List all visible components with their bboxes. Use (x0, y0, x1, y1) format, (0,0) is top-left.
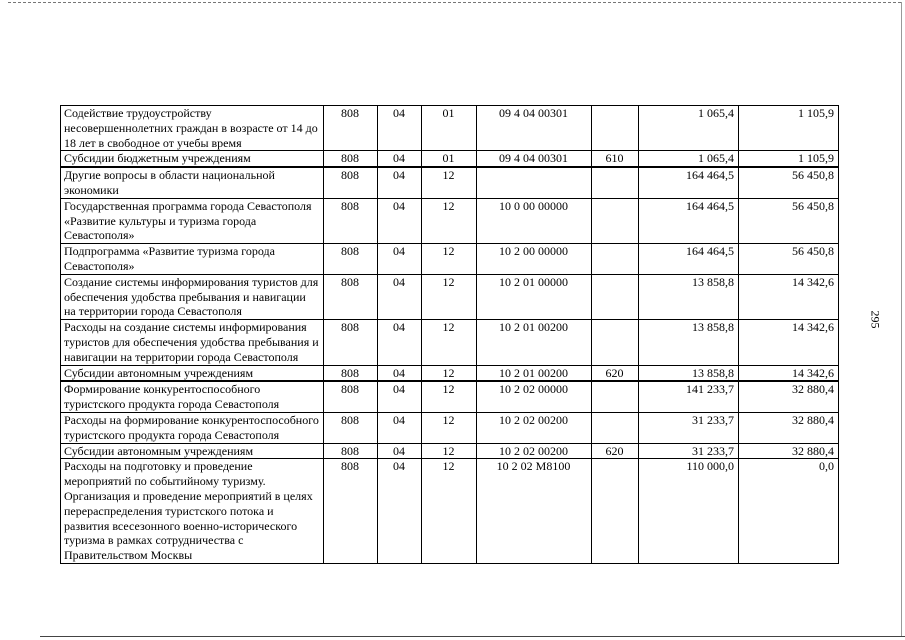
row-csr-cell (477, 198, 592, 243)
row-sum1-cell (639, 198, 739, 243)
row-rz: 04 (393, 459, 405, 474)
row-vr-cell (592, 106, 639, 151)
row-pr-cell (422, 198, 477, 243)
row-sum1-cell (639, 167, 739, 198)
row-sum2-cell (739, 320, 839, 365)
row-vr: 620 (605, 365, 624, 380)
row-pr-cell (422, 320, 477, 365)
row-name: Субсидии бюджетным учреждениям (64, 151, 251, 166)
row-pr-cell (422, 459, 477, 564)
row-pr: 12 (442, 382, 455, 397)
row-csr: 09 4 04 00301 (499, 106, 568, 120)
row-sum2-cell (739, 106, 839, 151)
table-row (61, 274, 839, 319)
row-vr-cell (592, 381, 639, 412)
row-grbs: 808 (341, 244, 359, 259)
table-row (61, 198, 839, 243)
table-row (61, 459, 839, 564)
row-sum2: 14 342,6 (792, 274, 834, 289)
row-rz-cell (378, 381, 422, 412)
row-grbs: 808 (341, 198, 359, 213)
row-name: Содействие трудоустройству несовершеннолетних граждан в возрасте от 14 до 18 лет в свободное от учебы время (64, 106, 318, 150)
row-csr-cell (477, 106, 592, 151)
row-csr-cell (477, 151, 592, 167)
row-sum1-cell (639, 274, 739, 319)
row-vr-cell (592, 198, 639, 243)
row-sum2-cell (739, 167, 839, 198)
row-sum2-cell (739, 412, 839, 443)
row-grbs: 808 (341, 106, 359, 120)
row-pr-cell (422, 151, 477, 167)
row-grbs-cell (324, 274, 378, 319)
row-sum2: 32 880,4 (792, 443, 834, 458)
row-sum2-cell (739, 244, 839, 275)
row-vr-cell (592, 274, 639, 319)
row-csr: 10 2 02 00000 (499, 382, 568, 397)
row-sum1: 164 464,5 (686, 198, 734, 213)
row-pr-cell (422, 443, 477, 459)
row-sum2: 1 105,9 (798, 106, 834, 120)
row-grbs-cell (324, 167, 378, 198)
row-grbs-cell (324, 106, 378, 151)
row-pr: 12 (442, 168, 455, 183)
row-name-cell (61, 412, 324, 443)
row-grbs: 808 (341, 443, 359, 458)
row-rz: 04 (393, 365, 405, 380)
row-csr: 10 2 01 00000 (499, 274, 568, 289)
row-pr-cell (422, 274, 477, 319)
row-name-cell (61, 198, 324, 243)
row-sum1-cell (639, 244, 739, 275)
row-sum2: 0,0 (819, 459, 834, 474)
row-pr: 12 (442, 274, 455, 289)
table-row (61, 365, 839, 381)
row-name-cell (61, 320, 324, 365)
row-rz: 04 (393, 320, 405, 335)
row-grbs-cell (324, 365, 378, 381)
row-vr: 610 (605, 151, 624, 166)
row-sum2: 32 880,4 (792, 382, 834, 397)
row-sum2-cell (739, 443, 839, 459)
row-sum1: 31 233,7 (692, 412, 734, 427)
row-rz: 04 (393, 198, 405, 213)
row-sum1-cell (639, 106, 739, 151)
table-row (61, 381, 839, 412)
row-grbs-cell (324, 198, 378, 243)
row-name: Субсидии автономным учреждениям (64, 365, 254, 380)
row-csr-cell (477, 320, 592, 365)
row-vr-cell (592, 167, 639, 198)
budget-table (60, 105, 839, 564)
row-grbs: 808 (341, 151, 359, 166)
row-csr: 09 4 04 00301 (499, 151, 568, 166)
row-vr: 620 (605, 443, 624, 458)
table-row (61, 106, 839, 151)
row-sum2: 32 880,4 (792, 412, 834, 427)
row-rz-cell (378, 459, 422, 564)
row-sum2-cell (739, 459, 839, 564)
row-name-cell (61, 459, 324, 564)
row-rz-cell (378, 320, 422, 365)
row-grbs: 808 (341, 274, 359, 289)
row-sum1: 1 065,4 (698, 106, 734, 120)
row-grbs-cell (324, 381, 378, 412)
row-vr-cell (592, 244, 639, 275)
table-body (61, 106, 839, 564)
row-sum1: 31 233,7 (692, 443, 734, 458)
row-name: Создание системы информирования туристов для обеспечения удобства пребывания и навигации на территории города Севастополя (64, 274, 319, 319)
row-grbs-cell (324, 443, 378, 459)
row-pr-cell (422, 381, 477, 412)
row-pr-cell (422, 106, 477, 151)
row-pr: 12 (442, 459, 455, 474)
row-sum1: 1 065,4 (698, 151, 734, 166)
row-pr: 12 (442, 320, 455, 335)
row-sum1: 164 464,5 (686, 244, 734, 259)
table-row (61, 151, 839, 167)
table-row (61, 412, 839, 443)
row-pr: 12 (442, 365, 455, 380)
row-name-cell (61, 151, 324, 167)
row-csr-cell (477, 365, 592, 381)
row-sum2: 56 450,8 (792, 168, 834, 183)
row-csr-cell (477, 244, 592, 275)
row-grbs: 808 (341, 459, 359, 474)
table-row (61, 167, 839, 198)
row-name: Другие вопросы в области национальной экономики (64, 168, 275, 197)
row-vr-cell (592, 459, 639, 564)
row-sum1-cell (639, 365, 739, 381)
row-sum1-cell (639, 381, 739, 412)
table-row (61, 244, 839, 275)
row-name: Подпрограмма «Развитие туризма города Севастополя» (64, 244, 275, 273)
row-csr-cell (477, 381, 592, 412)
table-row (61, 320, 839, 365)
row-csr: 10 2 00 00000 (499, 244, 568, 259)
row-pr: 12 (442, 443, 455, 458)
row-csr: 10 2 02 М8100 (496, 459, 571, 474)
row-rz-cell (378, 443, 422, 459)
row-name: Формирование конкурентоспособного туристского продукта города Севастополя (64, 382, 280, 412)
row-rz: 04 (393, 443, 405, 458)
row-pr: 12 (442, 412, 455, 427)
row-sum1: 13 858,8 (692, 365, 734, 380)
row-sum2: 1 105,9 (798, 151, 834, 166)
row-vr-cell (592, 151, 639, 167)
row-sum1-cell (639, 459, 739, 564)
row-sum1: 13 858,8 (692, 320, 734, 335)
right-border (901, 2, 902, 636)
table-row (61, 443, 839, 459)
top-border (8, 2, 901, 3)
row-name-cell (61, 443, 324, 459)
row-name: Расходы на подготовку и проведение мероприятий по событийному туризму. Организация и проведение мероприятий в целях перераспределения туристского потока и развития всесезонного военно-исторического туризма в рамках сотрудничества с Правительством Москвы (64, 459, 313, 563)
row-sum1-cell (639, 412, 739, 443)
row-name-cell (61, 381, 324, 412)
row-sum2: 56 450,8 (792, 198, 834, 213)
row-rz: 04 (393, 274, 405, 289)
row-name: Расходы на формирование конкурентоспособного туристского продукта города Севастополя (64, 412, 319, 442)
row-sum2-cell (739, 151, 839, 167)
row-name-cell (61, 274, 324, 319)
row-csr-cell (477, 167, 592, 198)
row-sum2-cell (739, 274, 839, 319)
row-name: Государственная программа города Севастополя «Развитие культуры и туризма города Севастополя» (64, 198, 312, 243)
row-grbs-cell (324, 459, 378, 564)
row-rz: 04 (393, 244, 405, 259)
row-sum1: 110 000,0 (686, 459, 734, 474)
row-rz-cell (378, 151, 422, 167)
bottom-border (40, 636, 905, 637)
row-grbs: 808 (341, 365, 359, 380)
row-rz: 04 (393, 106, 405, 120)
row-grbs: 808 (341, 320, 359, 335)
row-pr: 01 (442, 151, 455, 166)
row-rz-cell (378, 365, 422, 381)
row-sum2-cell (739, 198, 839, 243)
row-sum1-cell (639, 151, 739, 167)
row-pr: 01 (442, 106, 455, 120)
row-csr: 10 2 01 00200 (499, 365, 568, 380)
row-rz: 04 (393, 412, 405, 427)
row-vr-cell (592, 443, 639, 459)
row-rz: 04 (393, 382, 405, 397)
row-sum2: 14 342,6 (792, 320, 834, 335)
row-grbs-cell (324, 412, 378, 443)
row-rz-cell (378, 198, 422, 243)
row-name-cell (61, 167, 324, 198)
row-sum1-cell (639, 443, 739, 459)
row-vr-cell (592, 365, 639, 381)
row-csr-cell (477, 443, 592, 459)
row-name: Расходы на создание системы информирования туристов для обеспечения удобства пребывания и навигации на территории города Севастополя (64, 320, 319, 364)
row-rz-cell (378, 412, 422, 443)
row-rz-cell (378, 244, 422, 275)
row-rz-cell (378, 106, 422, 151)
row-pr-cell (422, 167, 477, 198)
row-sum2: 14 342,6 (792, 365, 834, 380)
row-csr-cell (477, 459, 592, 564)
row-csr-cell (477, 412, 592, 443)
row-rz-cell (378, 274, 422, 319)
row-vr-cell (592, 412, 639, 443)
row-sum2-cell (739, 365, 839, 381)
row-vr-cell (592, 320, 639, 365)
row-grbs: 808 (341, 412, 359, 427)
row-sum1-cell (639, 320, 739, 365)
row-sum1: 164 464,5 (686, 168, 734, 183)
row-sum1: 141 233,7 (686, 382, 734, 397)
row-rz: 04 (393, 168, 405, 183)
row-name-cell (61, 365, 324, 381)
row-grbs-cell (324, 244, 378, 275)
row-pr: 12 (442, 198, 455, 213)
row-sum2-cell (739, 381, 839, 412)
row-grbs: 808 (341, 168, 359, 183)
row-csr: 10 0 00 00000 (499, 198, 568, 213)
row-pr: 12 (442, 244, 455, 259)
row-pr-cell (422, 244, 477, 275)
row-sum2: 56 450,8 (792, 244, 834, 259)
row-csr-cell (477, 274, 592, 319)
row-csr: 10 2 02 00200 (499, 412, 568, 427)
row-grbs-cell (324, 320, 378, 365)
row-grbs-cell (324, 151, 378, 167)
row-grbs: 808 (341, 382, 359, 397)
row-name-cell (61, 244, 324, 275)
row-name-cell (61, 106, 324, 151)
row-csr: 10 2 01 00200 (499, 320, 568, 335)
row-pr-cell (422, 412, 477, 443)
row-name: Субсидии автономным учреждениям (64, 443, 254, 458)
row-sum1: 13 858,8 (692, 274, 734, 289)
row-csr: 10 2 02 00200 (499, 443, 568, 458)
row-rz-cell (378, 167, 422, 198)
row-rz: 04 (393, 151, 405, 166)
page-number: 295 (868, 310, 883, 329)
row-pr-cell (422, 365, 477, 381)
